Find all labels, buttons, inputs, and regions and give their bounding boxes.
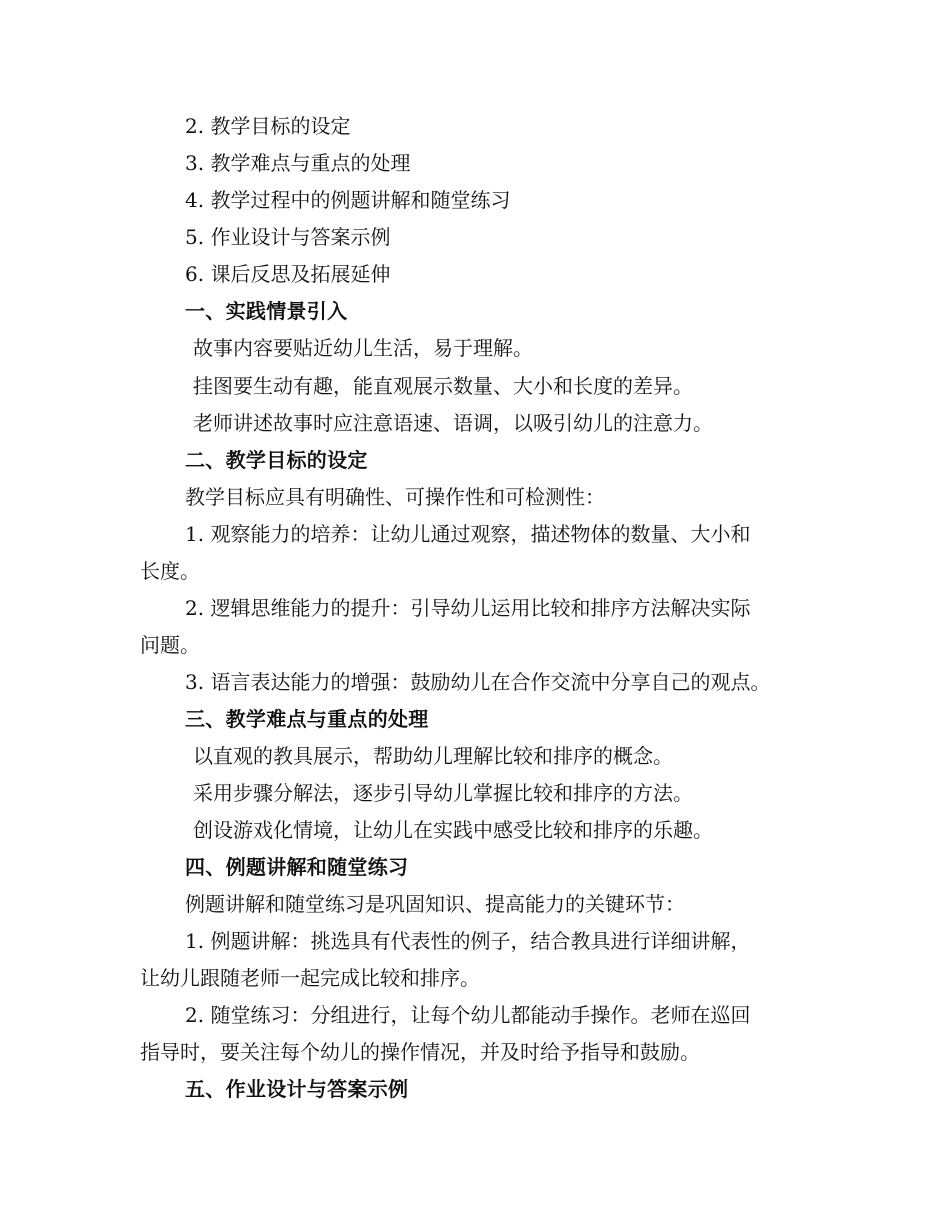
- list-item-continuation: 长度。: [140, 559, 200, 583]
- paragraph-line: 采用步骤分解法，逐步引导幼儿掌握比较和排序的方法。: [193, 781, 693, 805]
- list-item-continuation: 问题。: [140, 633, 200, 657]
- list-item: 1. 例题讲解：挑选具有代表性的例子，结合教具进行详细讲解，: [185, 929, 751, 953]
- list-item: 1. 观察能力的培养：让幼儿通过观察，描述物体的数量、大小和: [185, 522, 751, 546]
- paragraph-line: 故事内容要贴近幼儿生活，易于理解。: [193, 336, 533, 360]
- section-heading: 五、作业设计与答案示例: [185, 1077, 409, 1101]
- paragraph-line: 教学目标应具有明确性、可操作性和可检测性：: [185, 485, 605, 509]
- list-item: 3. 语言表达能力的增强：鼓励幼儿在合作交流中分享自己的观点。: [185, 670, 771, 694]
- list-item: 2. 逻辑思维能力的提升：引导幼儿运用比较和排序方法解决实际: [185, 596, 751, 620]
- paragraph-line: 老师讲述故事时应注意语速、语调，以吸引幼儿的注意力。: [193, 411, 713, 435]
- paragraph-line: 以直观的教具展示，帮助幼儿理解比较和排序的概念。: [193, 744, 673, 768]
- section-heading: 一、实践情景引入: [185, 299, 348, 323]
- section-heading: 二、教学目标的设定: [185, 448, 368, 472]
- paragraph-line: 例题讲解和随堂练习是巩固知识、提高能力的关键环节：: [185, 892, 685, 916]
- toc-item: 6. 课后反思及拓展延伸: [185, 262, 391, 286]
- toc-item: 5. 作业设计与答案示例: [185, 225, 391, 249]
- toc-item: 4. 教学过程中的例题讲解和随堂练习: [185, 188, 511, 212]
- section-heading: 三、教学难点与重点的处理: [185, 707, 429, 731]
- list-item: 2. 随堂练习：分组进行，让每个幼儿都能动手操作。老师在巡回: [185, 1003, 751, 1027]
- toc-item: 3. 教学难点与重点的处理: [185, 151, 411, 175]
- section-heading: 四、例题讲解和随堂练习: [185, 855, 409, 879]
- paragraph-line: 挂图要生动有趣，能直观展示数量、大小和长度的差异。: [193, 374, 693, 398]
- toc-item: 2. 教学目标的设定: [185, 114, 351, 138]
- list-item-continuation: 让幼儿跟随老师一起完成比较和排序。: [140, 966, 480, 990]
- list-item-continuation: 指导时，要关注每个幼儿的操作情况，并及时给予指导和鼓励。: [140, 1040, 700, 1064]
- paragraph-line: 创设游戏化情境，让幼儿在实践中感受比较和排序的乐趣。: [193, 818, 713, 842]
